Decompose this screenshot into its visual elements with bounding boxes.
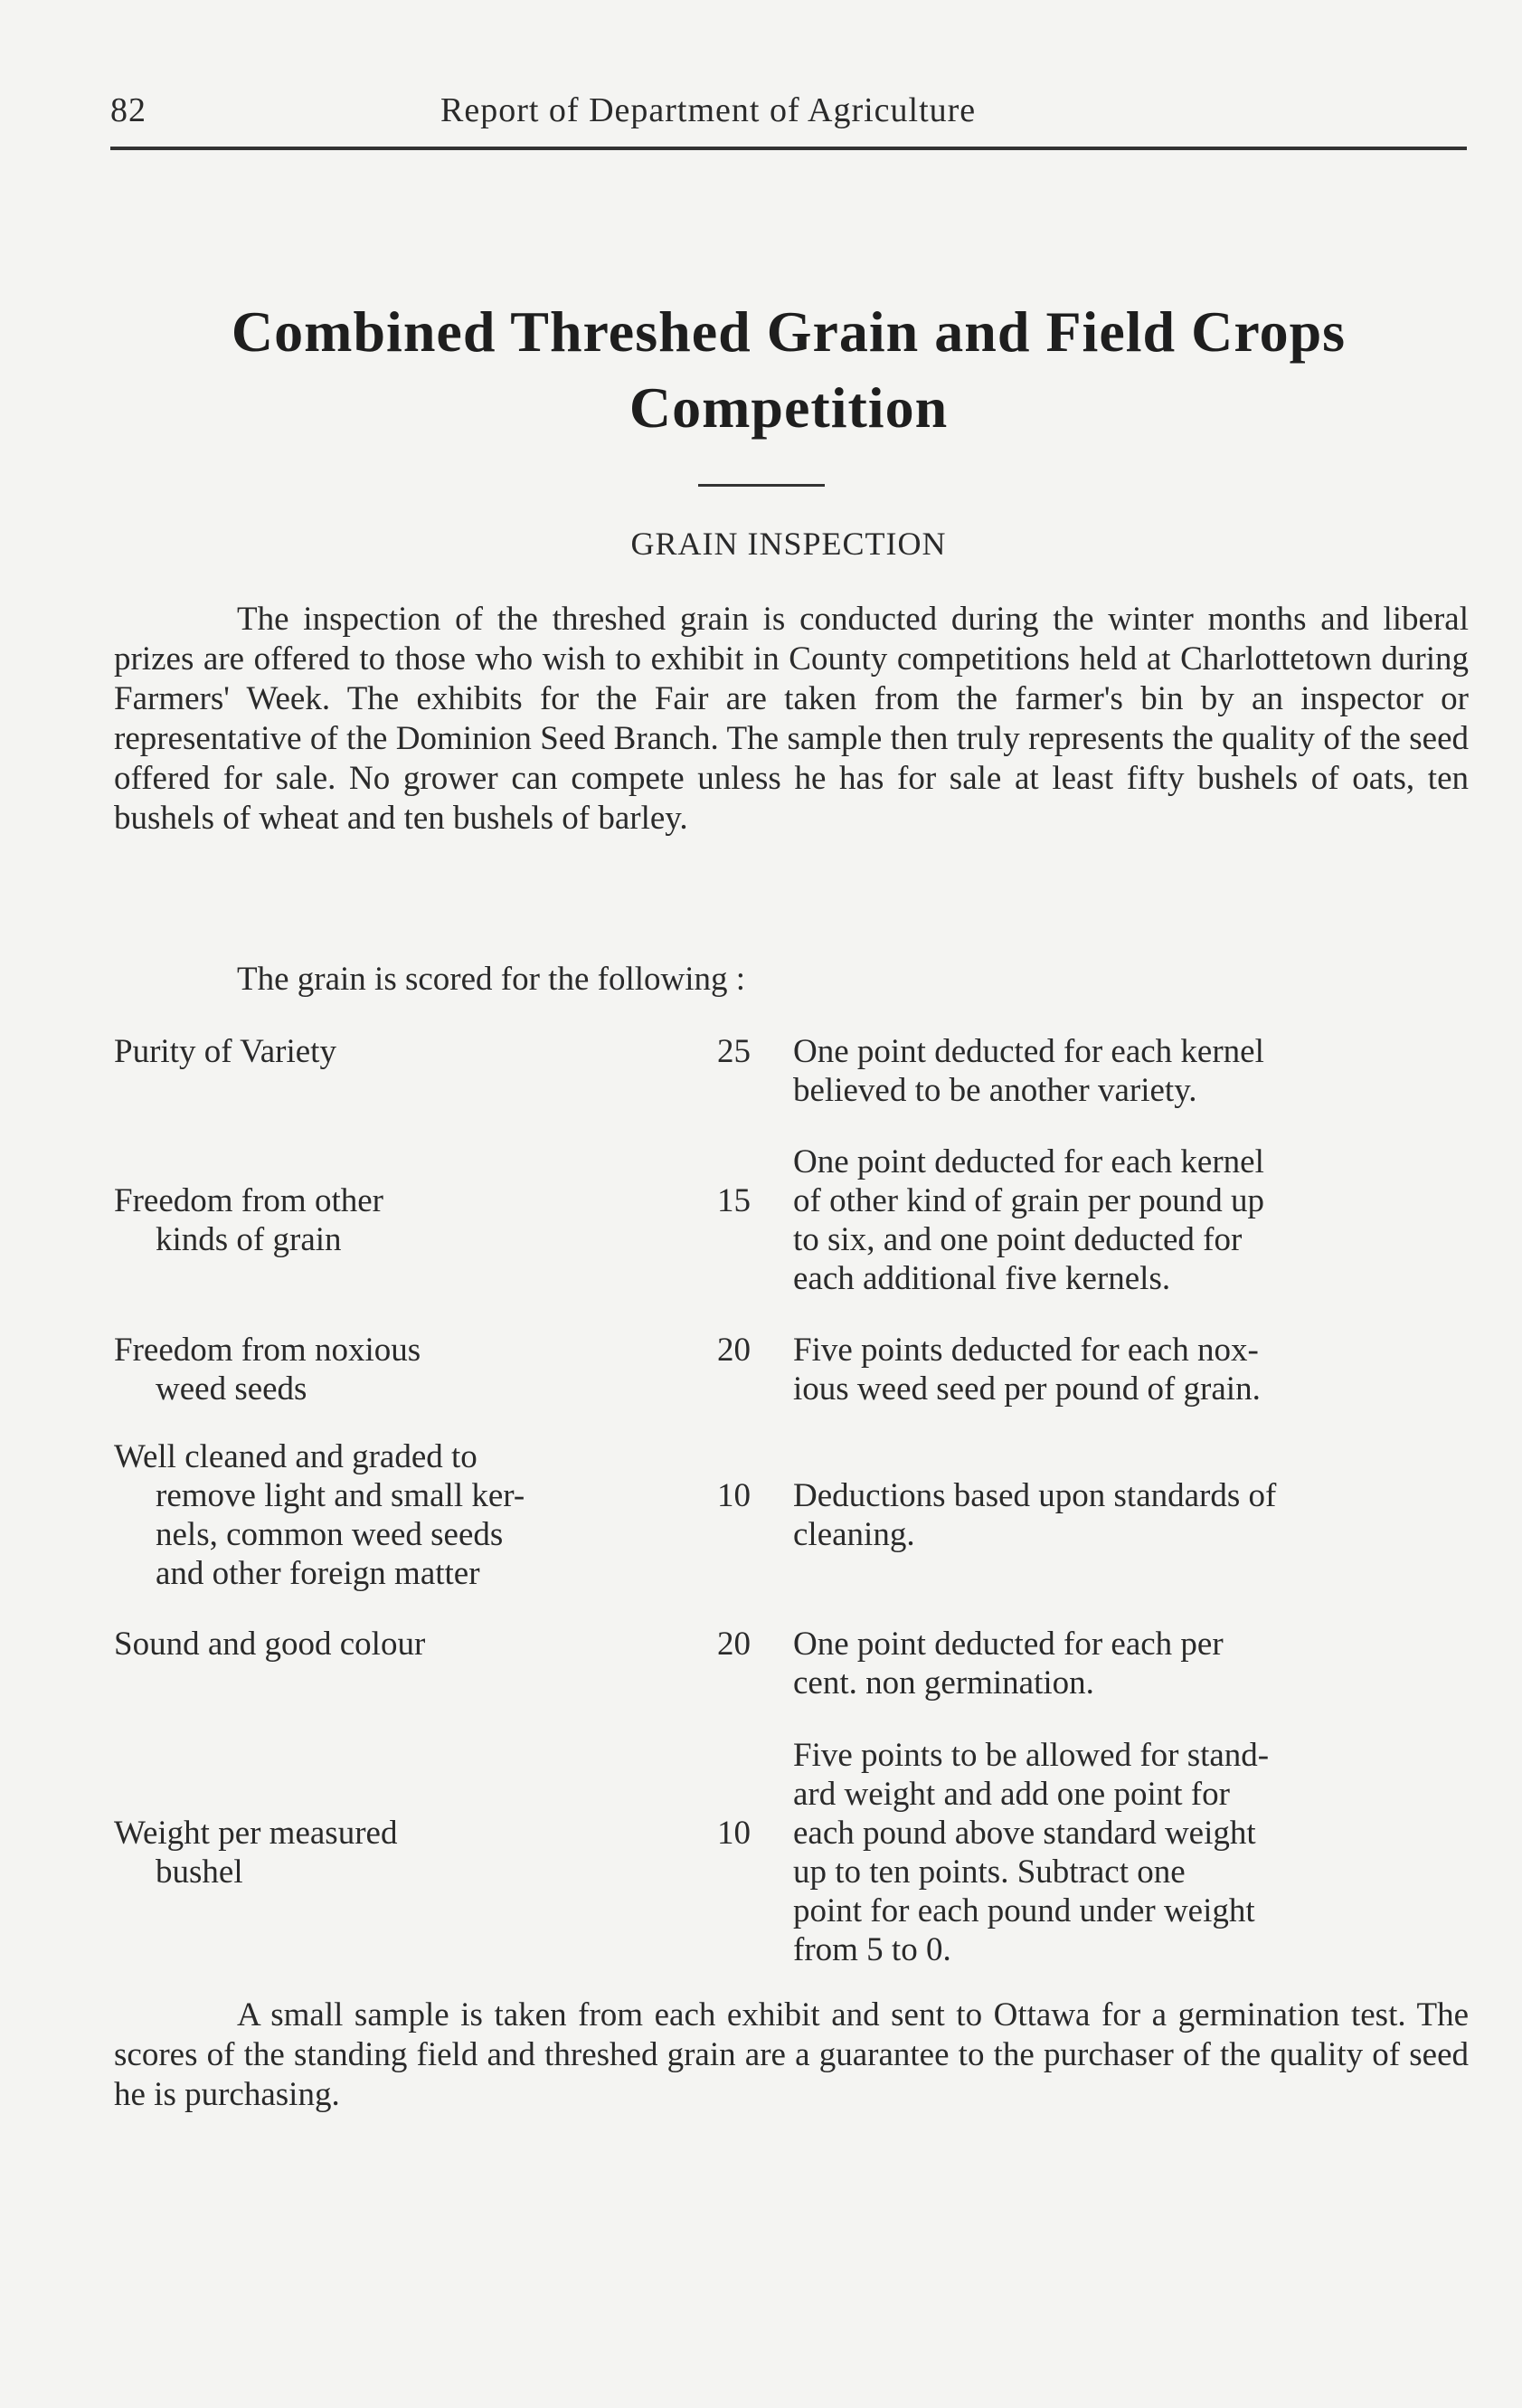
running-title: Report of Department of Agriculture xyxy=(440,91,977,129)
scoring-note xyxy=(793,1142,1470,1298)
points-value: 10 xyxy=(717,1477,751,1514)
scoring-note xyxy=(793,1476,1470,1554)
scoring-note xyxy=(793,1032,1470,1110)
criterion-label xyxy=(114,1814,693,1891)
title-rule xyxy=(698,484,825,487)
page-title xyxy=(110,294,1467,446)
points-value: 15 xyxy=(717,1182,751,1219)
note-line: to six, and one point deducted for xyxy=(793,1221,1243,1258)
title-line-2: Competition xyxy=(629,375,949,440)
criterion-line: kinds of grain xyxy=(156,1221,342,1258)
criterion-line: bushel xyxy=(156,1853,243,1891)
criterion-line: Well cleaned and graded to xyxy=(114,1438,477,1475)
note-line: One point deducted for each kernel xyxy=(793,1033,1264,1070)
note-line: point for each pound under weight xyxy=(793,1892,1255,1929)
header-rule xyxy=(110,147,1467,150)
criterion-label xyxy=(114,1437,693,1593)
title-line-1: Combined Threshed Grain and Field Crops xyxy=(231,299,1347,364)
note-line: Deductions based upon standards of xyxy=(793,1477,1277,1514)
criterion-line: Weight per measured xyxy=(114,1815,398,1852)
note-line: Five points to be allowed for stand- xyxy=(793,1737,1270,1774)
note-line: cent. non germination. xyxy=(793,1664,1094,1702)
closing-paragraph: A small sample is taken from each exhibit and sent to Ottawa for a germination test. The scores of the standing field and threshed grain are a guarantee to the purchaser of the quality of seed he is purchasing. xyxy=(114,1996,1469,2113)
criterion-line: nels, common weed seeds xyxy=(156,1516,504,1553)
criterion-line: remove light and small ker- xyxy=(156,1477,525,1514)
criterion-label xyxy=(114,1331,693,1408)
note-line: One point deducted for each kernel xyxy=(793,1143,1264,1180)
criterion-line: and other foreign matter xyxy=(156,1555,480,1592)
criterion-line: weed seeds xyxy=(156,1370,307,1408)
scored-intro-paragraph: The grain is scored for the following : xyxy=(237,961,746,998)
note-line: up to ten points. Subtract one xyxy=(793,1853,1186,1891)
scoring-note xyxy=(793,1736,1470,1969)
points-value: 25 xyxy=(717,1033,751,1070)
page-number: 82 xyxy=(110,91,147,129)
note-line: each pound above standard weight xyxy=(793,1815,1256,1852)
note-line: Five points deducted for each nox- xyxy=(793,1332,1259,1369)
running-header xyxy=(110,87,1467,141)
scoring-note xyxy=(793,1331,1470,1408)
points-value: 20 xyxy=(717,1626,751,1663)
criterion-label xyxy=(114,1181,693,1259)
note-line: ious weed seed per pound of grain. xyxy=(793,1370,1261,1408)
note-line: believed to be another variety. xyxy=(793,1072,1197,1109)
criterion-line: Purity of Variety xyxy=(114,1033,336,1070)
criterion-line: Sound and good colour xyxy=(114,1626,426,1663)
points-value: 20 xyxy=(717,1332,751,1369)
criterion-line: Freedom from noxious xyxy=(114,1332,421,1369)
note-line: ard weight and add one point for xyxy=(793,1776,1230,1813)
points-value: 10 xyxy=(717,1815,751,1852)
note-line: cleaning. xyxy=(793,1516,915,1553)
criterion-line: Freedom from other xyxy=(114,1182,383,1219)
section-heading: GRAIN INSPECTION xyxy=(630,526,947,562)
note-line: One point deducted for each per xyxy=(793,1626,1224,1663)
note-line: of other kind of grain per pound up xyxy=(793,1182,1264,1219)
note-line: each additional five kernels. xyxy=(793,1260,1171,1297)
scoring-note xyxy=(793,1625,1470,1702)
criterion-label xyxy=(114,1032,693,1071)
criterion-label xyxy=(114,1625,693,1664)
intro-paragraph: The inspection of the threshed grain is conducted during the winter months and liberal prizes are offered to those who wish to exhibit in County competitions held at Charlottetown during Farmers' Week. The exhibits for the Fair are taken from the farmer's bin by an inspector or representative of the Dominion Seed Branch. The sample then truly represents the quality of the seed offered for sale. No grower can compete unless he has for sale at least fifty bushels of oats, ten bushels of wheat and ten bushels of barley. xyxy=(114,601,1469,837)
note-line: from 5 to 0. xyxy=(793,1931,951,1968)
